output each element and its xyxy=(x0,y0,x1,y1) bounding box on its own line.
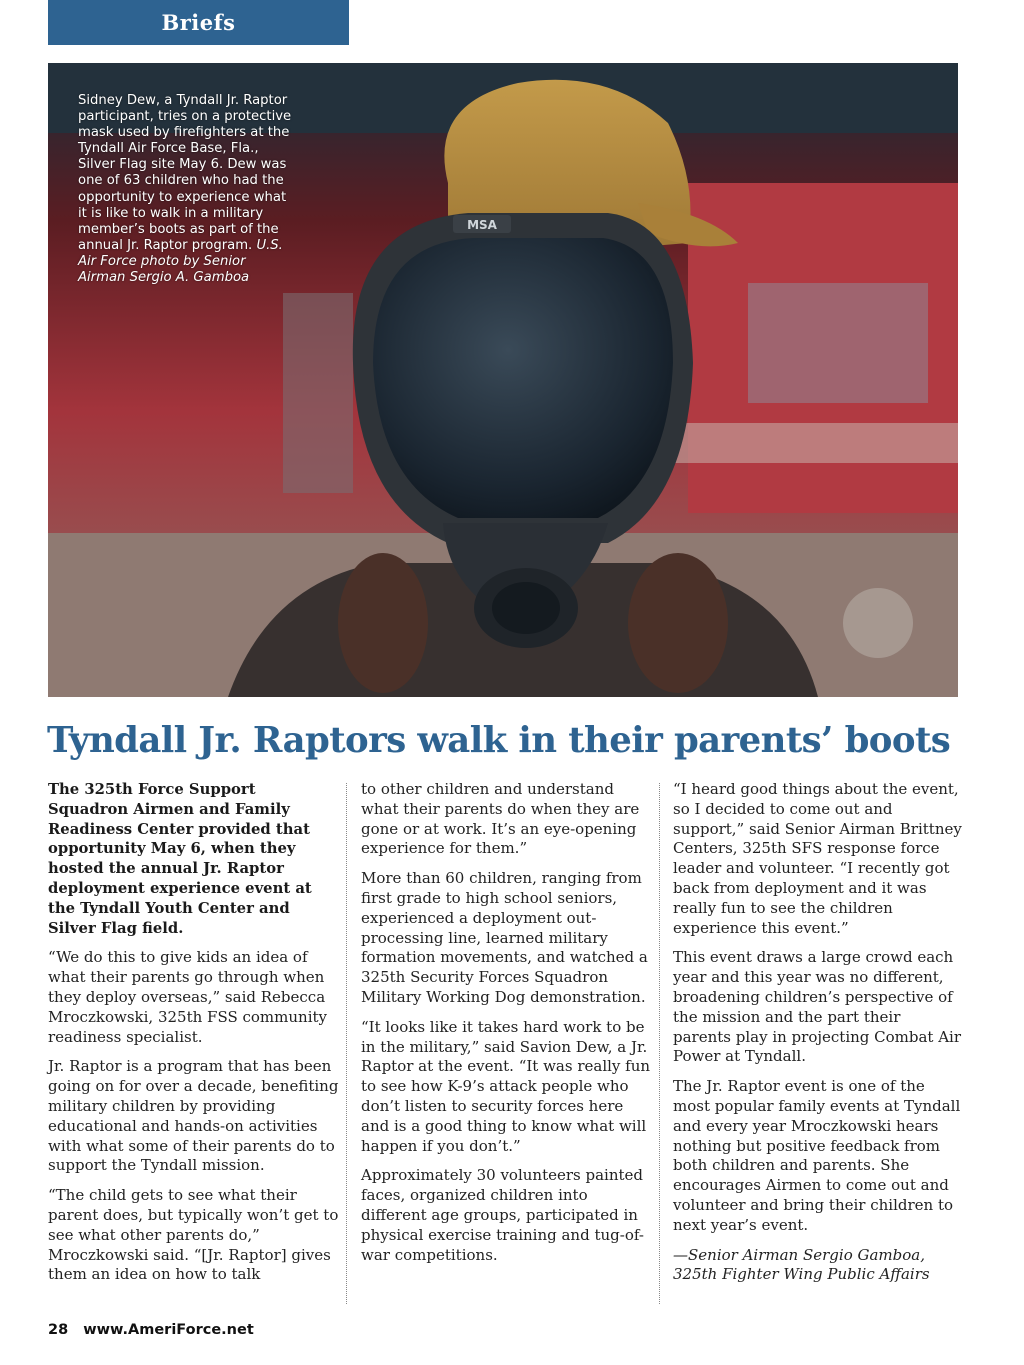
byline-affiliation: 325th Fighter Wing Public Affairs xyxy=(673,1265,930,1284)
photo-credit: U.S. Air Force photo by Senior Airman Sergio A. Gamboa xyxy=(78,237,283,286)
paragraph: More than 60 children, ranging from first grade to high school seniors, experienced a deployment out-processing line, learned military formation movements, and watched a 325th Security Forces Squadron Military Working Dog demonstration. xyxy=(361,869,648,1006)
paragraph: “The child gets to see what their parent does, but typically won’t get to see what other parents do,” Mroczkowski said. “[Jr. Raptor] gives them an idea on how to talk xyxy=(48,1186,339,1284)
column-divider xyxy=(659,783,660,1304)
paragraph: This event draws a large crowd each year and this year was no different, broadening children’s perspective of the mission and the part their parents play in projecting Combat Air Power at Tyndall. xyxy=(673,948,962,1066)
section-tab xyxy=(48,0,349,45)
article-column-2 xyxy=(361,780,651,1275)
paragraph: “I heard good things about the event, so I decided to come out and support,” said Senior Airman Brittney Centers, 325th SFS response force leader and volunteer. “I recently got back from deployment and it was really fun to see the children experience this event.” xyxy=(673,780,962,937)
article-column-3 xyxy=(673,780,963,1295)
section-label: Briefs xyxy=(161,10,236,35)
article-headline: Tyndall Jr. Raptors walk in their parents’ boots xyxy=(47,720,951,761)
mask-brand-text: MSA xyxy=(467,218,497,232)
column-divider xyxy=(346,783,347,1304)
article-byline xyxy=(673,1246,963,1286)
caption-text: Sidney Dew, a Tyndall Jr. Raptor participant, tries on a protective mask used by firefighters at the Tyndall Air Force Base, Fla., Silver Flag site May 6. Dew was one of 63 children who had the opportunity to experience what it is like to walk in a military member’s boots as part of the annual Jr. Raptor program. xyxy=(78,93,292,253)
byline-author: —Senior Airman Sergio Gamboa, xyxy=(673,1245,925,1264)
paragraph: “We do this to give kids an idea of what their parents go through when they deploy overseas,” said Rebecca Mroczkowski, 325th FSS community readiness specialist. xyxy=(48,948,327,1046)
paragraph: to other children and understand what their parents do when they are gone or at work. It’s an eye-opening experience for them.” xyxy=(361,780,640,858)
page-footer xyxy=(48,1322,254,1338)
article-column-1 xyxy=(48,780,340,1295)
photo-caption xyxy=(78,93,293,286)
paragraph: The Jr. Raptor event is one of the most popular family events at Tyndall and every year Mroczkowski hears nothing but positive feedback from both children and parents. She encourages Airmen to come out and volunteer and bring their children to next year’s event. xyxy=(673,1077,961,1234)
paragraph: Jr. Raptor is a program that has been going on for over a decade, benefiting military children by providing educational and hands-on activities with what some of their parents do to support the Tyndall mission. xyxy=(48,1057,339,1175)
footer-website: www.AmeriForce.net xyxy=(83,1322,254,1338)
paragraph: “It looks like it takes hard work to be in the military,” said Savion Dew, a Jr. Raptor at the event. “It was really fun to see how K-9’s attack people who don’t listen to security forces here and is a good thing to know what will happen if you don’t.” xyxy=(361,1017,651,1155)
article-lede: The 325th Force Support Squadron Airmen and Family Readiness Center provided that opportunity May 6, when they hosted the annual Jr. Raptor deployment experience event at the Tyndall Youth Center and Silver Flag field. xyxy=(48,781,312,937)
paragraph: Approximately 30 volunteers painted faces, organized children into different age groups, participated in physical exercise training and tug-of-war competitions. xyxy=(361,1166,644,1264)
page-number: 28 xyxy=(48,1322,69,1338)
